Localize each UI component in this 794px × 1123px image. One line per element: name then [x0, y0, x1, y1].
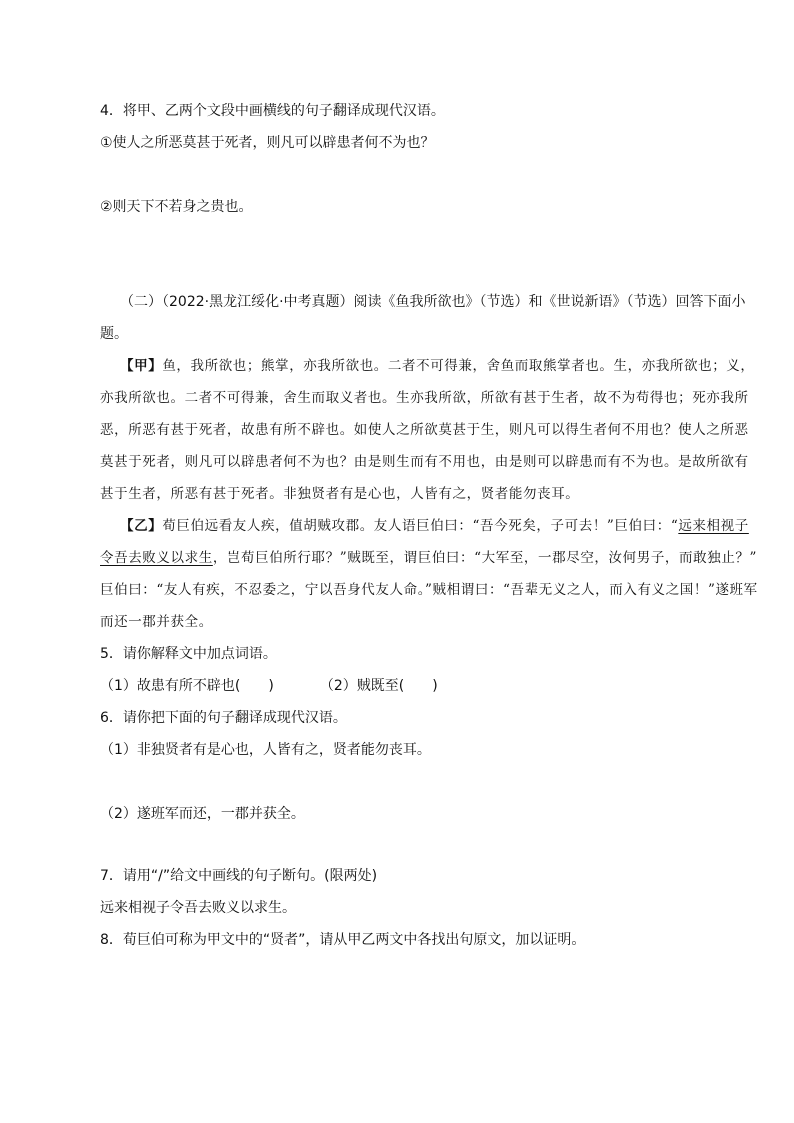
passage-jia-line: 恶，所恶有甚于死者，故患有所不辟也。如使人之所欲莫甚于生，则凡可以得生者何不用也？使人之所恶 — [100, 422, 749, 438]
q5-item-1: （1）故患有所不辟也( ) — [100, 678, 274, 694]
q5-items — [100, 676, 438, 696]
q8-stem: 8．荀巨伯可称为甲文中的“贤者”，请从甲乙两文中各找出句原文，加以证明。 — [100, 932, 586, 948]
q7-stem: 7．请用“/”给文中画线的句子断句。(限两处) — [100, 868, 378, 884]
passage-jia-line: 莫甚于死者，则凡可以辟患者何不为也？由是则生而有不用也，由是则可以辟患而有不为也。是故所欲有 — [100, 454, 749, 470]
q4-item-2: ②则天下不若身之贵也。 — [100, 199, 253, 215]
passage-jia-line — [120, 356, 755, 376]
section2-heading-line2: 题。 — [100, 326, 128, 342]
passage-yi-text: 荀巨伯远看友人疾，值胡贼攻郡。友人语巨伯曰：“吾今死矣，子可去！”巨伯曰：“ — [162, 518, 679, 534]
underlined-sentence-part-2: 令吾去败义以求生 — [100, 550, 213, 566]
q6-item-2: （2）遂班军而还，一郡并获全。 — [100, 806, 305, 822]
q7-sentence: 远来相视子令吾去败义以求生。 — [100, 900, 296, 916]
passage-yi-line — [120, 516, 749, 536]
q5-item-2: （2）贼既至( ) — [319, 678, 438, 694]
q6-stem: 6．请你把下面的句子翻译成现代汉语。 — [100, 710, 347, 726]
q5-stem: 5．请你解释文中加点词语。 — [100, 646, 277, 662]
q6-item-1: （1）非独贤者有是心也，人皆有之，贤者能勿丧耳。 — [100, 742, 431, 758]
passage-jia-text: 鱼，我所欲也；熊掌，亦我所欲也。二者不可得兼，舍鱼而取熊掌者也。生，亦我所欲也；义， — [162, 358, 755, 374]
underlined-sentence-part-1: 远来相视子 — [678, 518, 749, 534]
q4-item-1: ①使人之所恶莫甚于死者，则凡可以辟患者何不为也？ — [100, 135, 435, 151]
passage-jia-line: 甚于生者，所恶有甚于死者。非独贤者有是心也，人皆有之，贤者能勿丧耳。 — [100, 486, 580, 502]
passage-yi-text: ，岂荀巨伯所行耶？”贼既至，谓巨伯曰：“大军至，一郡尽空，汝何男子，而敢独止？” — [212, 550, 758, 566]
passage-jia-line: 亦我所欲也。二者不可得兼，舍生而取义者也。生亦我所欲，所欲有甚于生者，故不为苟得也；死亦我所 — [100, 390, 749, 406]
passage-jia-label: 【甲】 — [120, 358, 163, 374]
section2-heading-line1: （二）（2022·黑龙江绥化·中考真题）阅读《鱼我所欲也》（节选）和《世说新语》（节选）回答下面小 — [120, 294, 746, 310]
passage-yi-line — [100, 548, 757, 568]
passage-yi-line: 而还一郡并获全。 — [100, 614, 213, 630]
passage-yi-label: 【乙】 — [120, 518, 163, 534]
passage-yi-line: 巨伯曰：“友人有疾，不忍委之，宁以吾身代友人命。”贼相谓曰：“吾辈无义之人，而入有义之国！”遂班军 — [100, 582, 758, 598]
q4-stem: 4．将甲、乙两个文段中画横线的句子翻译成现代汉语。 — [100, 103, 445, 119]
